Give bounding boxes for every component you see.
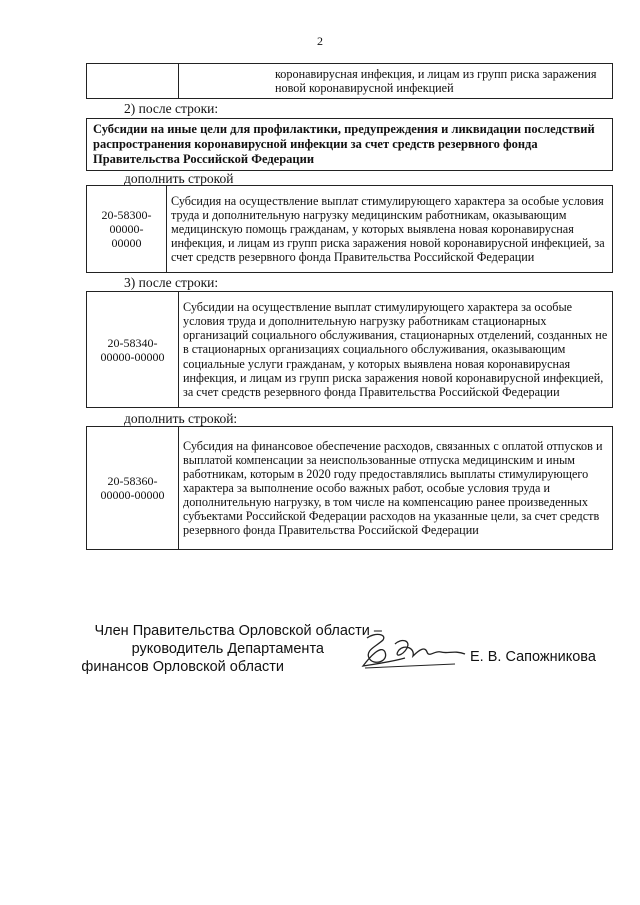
table-row-2 [86,291,613,408]
bold-subsidy-row: Субсидии на иные цели для профилактики, предупреждения и ликвидации последствий распространения коронавирусной инфекции за счет средств резервного фонда Правительства Российской Федерации [86,118,613,171]
table-row-3-code: 20-58360- 00000-00000 [87,427,179,550]
top-table [86,63,613,99]
signer-line-1: Член Правительства Орловской области – [94,623,382,639]
signer-line-3: финансов Орловской области [81,659,284,675]
label-after-2: 2) после строки: [124,101,219,116]
table-row-2-code: 20-58340- 00000-00000 [87,292,179,408]
label-after-3: 3) после строки: [124,275,219,290]
label-add-1: дополнить строкой [124,171,234,186]
table-row-1-desc: Субсидия на осуществление выплат стимулирующего характера за особые условия труда и дополнительную нагрузку медицинским работникам, оказывающим медицинскую помощь гражданам, у которых выявлена новая коронавирусная инфекция, и лицам из групп риска заражения новой коронавирусной инфекцией, за счет средств резервного фонда Правительства Российской Федерации [167,186,613,273]
top-table-desc: коронавирусная инфекция, и лицам из групп риска заражения новой коронавирусной инфекцией [179,64,613,99]
signer-line-2: руководитель Департамента [131,641,324,657]
page-number: 2 [317,34,323,48]
signer-name: Е. В. Сапожникова [470,649,596,665]
handwritten-signature [355,628,475,674]
top-table-code [87,64,179,99]
signer-title [60,622,382,676]
table-row-2-desc: Субсидии на осуществление выплат стимулирующего характера за особые условия труда и дополнительную нагрузку работникам стационарных организаций социального обслуживания, стационарных отделений, созданных не в стационарных организациях социального обслуживания, оказывающим социальные услуги гражданам, у которых выявлена новая коронавирусная инфекция, и лицам из групп риска заражения новой коронавирусной инфекцией, за счет средств резервного фонда Правительства Российской Федерации [179,292,613,408]
label-add-2: дополнить строкой: [124,411,238,426]
table-row-1-code: 20-58300- 00000- 00000 [87,186,167,273]
table-row-3 [86,426,613,550]
table-row-1 [86,185,613,273]
table-row-3-desc: Субсидия на финансовое обеспечение расходов, связанных с оплатой отпусков и выплатой компенсации за неиспользованные отпуска медицинским и иным работникам, которым в 2020 году предоставлялись выплаты стимулирующего характера за выполнение особо важных работ, особые условия труда и дополнительную нагрузку, в том числе на компенсацию ранее произведенных субъектами Российской Федерации расходов на указанные цели, за счет средств резервного фонда Правительства Российской Федерации [179,427,613,550]
